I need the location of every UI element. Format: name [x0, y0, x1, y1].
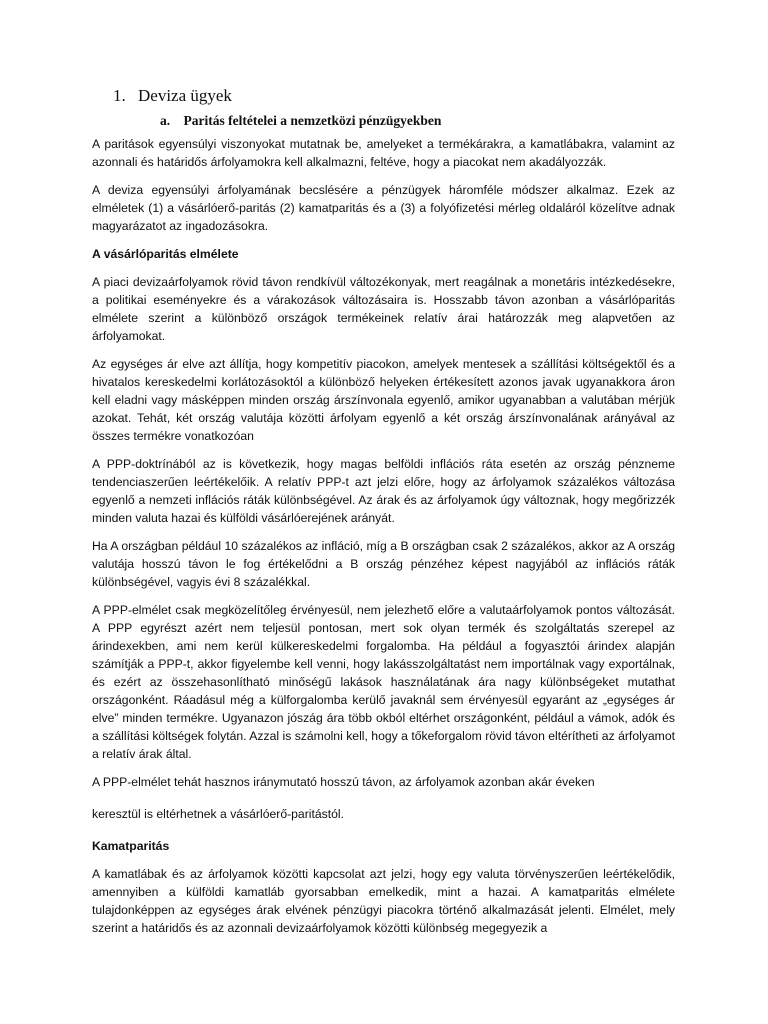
- paragraph: A piaci devizaárfolyamok rövid távon rendkívül változékonyak, mert reagálnak a monetáris intézkedésekre, a politikai eseményekre és a várakozások változásaira is. Hosszabb távon azonban a vásárlóparitás elmélete szerint a különböző országok termékeinek relatív árai határozzák meg alapvetően az árfolyamokat.: [92, 275, 675, 343]
- subsection-title: A vásárlóparitás elmélete: [92, 247, 239, 261]
- paragraph: Ha A országban például 10 százalékos az infláció, míg a B országban csak 2 százalékos, akkor az A ország valutája hosszú távon le fog értékelődni a B ország pénzéhez képest nagyjából az inflációs ráták különbségével, vagyis évi 8 százalékkal.: [92, 539, 675, 589]
- paragraph: A PPP-doktrínából az is következik, hogy magas belföldi inflációs ráta esetén az ország pénzneme tendenciaszerűen leértékelőik. A relatív PPP-t azt jelzi előre, hogy az árfolyamok százalékos változása egyenlő a nemzeti inflációs ráták különbségével. Az árak és az árfolyamok úgy változnak, hogy megőrizzék minden valuta hazai és külföldi vásárlóerejének arányát.: [92, 457, 675, 525]
- paragraph: A kamatlábak és az árfolyamok közötti kapcsolat azt jelzi, hogy egy valuta törvényszerűen leértékelődik, amennyiben a külföldi kamatláb gyorsabban emelkedik, mint a hazai. A kamatparitás elmélete tulajdonképpen az egységes árak elvének pénzügyi piacokra történő alkalmazását jelenti. Elmélet, mely szerint a határidős és az azonnali devizaárfolyamok közötti különbség megegyezik a: [92, 867, 675, 935]
- section-letter: a.: [160, 113, 171, 128]
- paragraph: A deviza egyensúlyi árfolyamának becslésére a pénzügyek háromféle módszer alkalmaz. Ezek az elméletek (1) a vásárlóerő-paritás (2) kamatparitás és a (3) a folyófizetési mérleg oldaláról közelítve adnak magyarázatot az ingadozásokra.: [92, 183, 675, 233]
- paragraph: A PPP-elmélet csak megközelítőleg érvényesül, nem jelezhető előre a valutaárfolyamok pontos változását. A PPP egyrészt azért nem teljesül pontosan, mert sok olyan termék és szolgáltatás szerepel az árindexekben, ami nem kerül külkereskedelmi forgalomba. Ha például a fogyasztói árindex alapján számítják a PPP-t, akkor figyelembe kell venni, hogy lakásszolgáltatást nem importálnak vagy exportálnak, és ezért az összehasonlítható minőségű lakások használatának ára nagy különbségeket mutathat országonként. Ráadásul még a külforgalomba kerülő javaknál sem érvényesül egyaránt az „egységes ár elve” minden termékre. Ugyanazon jószág ára több okból eltérhet országonként, például a vámok, adók és a szállítási költségek folytán. Azzal is számolni kell, hogy a tőkeforgalom rövid távon eltérítheti az árfolyamot a relatív árak által.: [92, 603, 675, 761]
- section-title: Paritás feltételei a nemzetközi pénzügyekben: [183, 113, 442, 128]
- chapter-title: Deviza ügyek: [138, 86, 232, 105]
- paragraph: A paritások egyensúlyi viszonyokat mutatnak be, amelyeket a termékárakra, a kamatlábakra, valamint az azonnali és határidős árfolyamokra kell alkalmazni, feltéve, hogy a piacokat nem akadályozzák.: [92, 137, 675, 169]
- chapter-number: 1.: [113, 86, 126, 105]
- document-body: [92, 135, 675, 947]
- paragraph: keresztül is eltérhetnek a vásárlóerő-paritástól.: [92, 807, 344, 821]
- chapter-heading: [113, 86, 232, 106]
- paragraph: Az egységes ár elve azt állítja, hogy kompetitív piacokon, amelyek mentesek a szállítási költségektől és a hivatalos kereskedelmi korlátozásoktól a különböző helyeken értékesített azonos javak ugyanakkora áron kell eladni vagy másképpen minden ország árszínvonala egyenlő, amikor ugyanabban a valutában mérjük azokat. Tehát, két ország valutája közötti árfolyam egyenlő a két ország árszínvonalának arányával az összes termékre vonatkozóan: [92, 357, 675, 443]
- paragraph: A PPP-elmélet tehát hasznos iránymutató hosszú távon, az árfolyamok azonban akár éveken: [92, 775, 595, 789]
- subsection-title: Kamatparitás: [92, 839, 170, 853]
- section-heading: [160, 113, 441, 129]
